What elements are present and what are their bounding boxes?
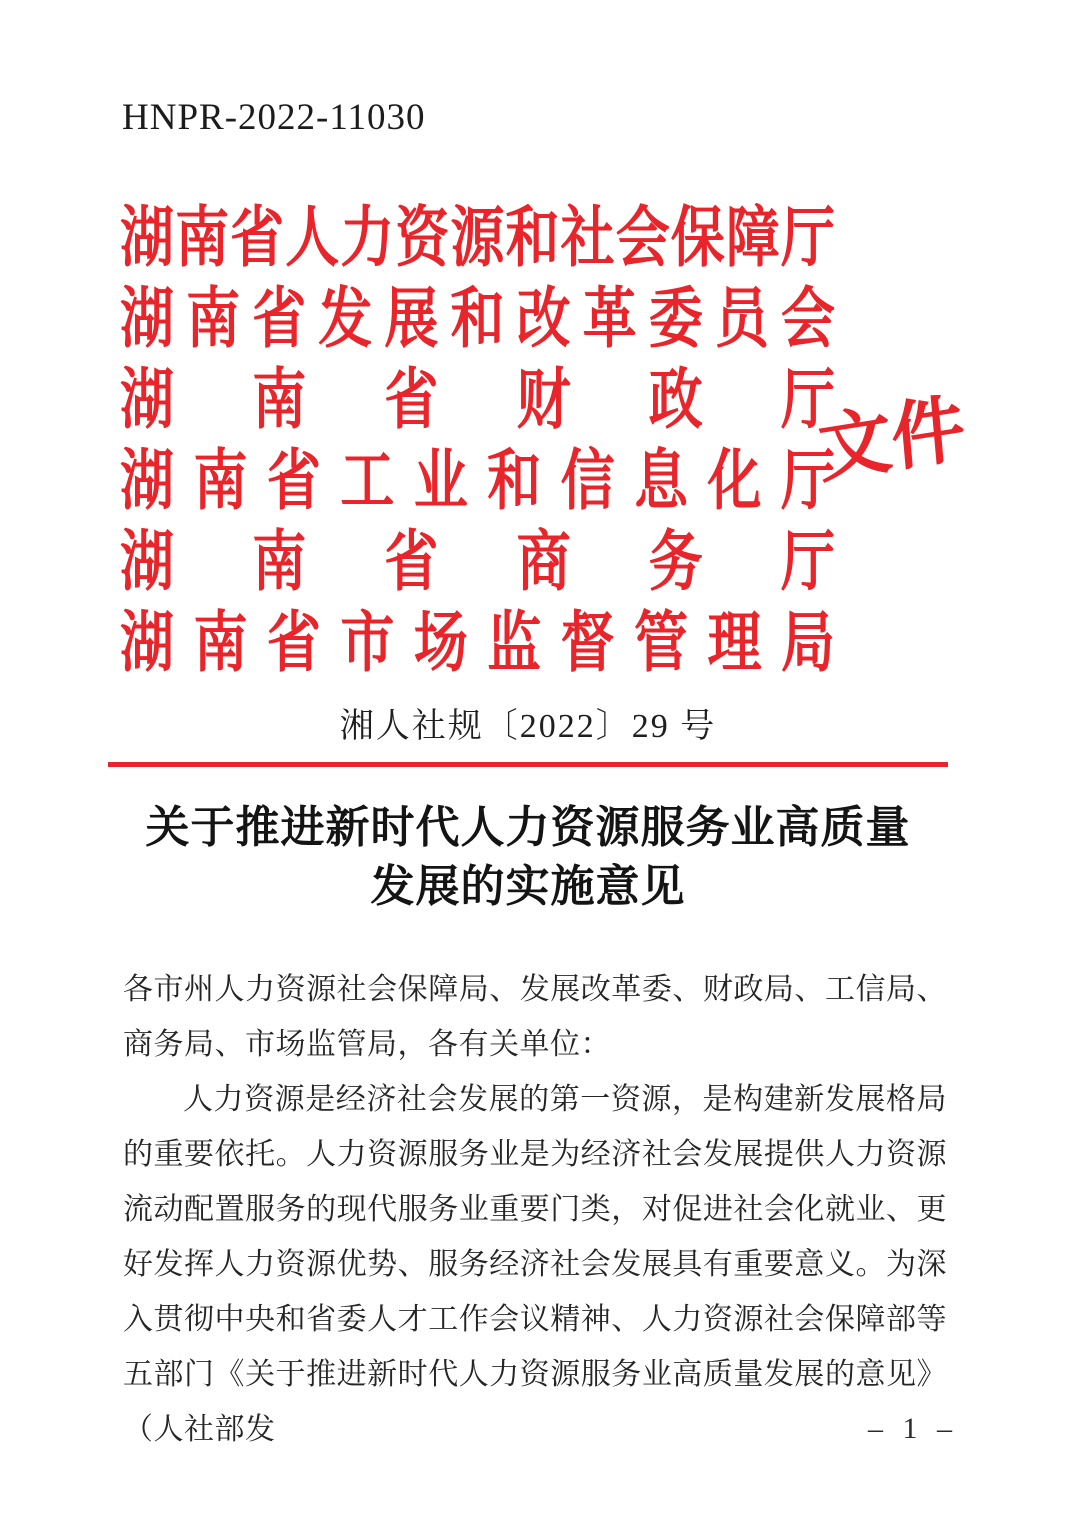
file-label: 文件 (815, 387, 969, 493)
agency-name: 湖 南 省 人 力 资 源 和 社 会 保 障 厅 (120, 201, 835, 275)
doc-number: 湘人社规〔2022〕29 号 (339, 708, 717, 745)
agency-lines (120, 192, 835, 678)
body (123, 962, 947, 1457)
title-line-1: 关于推进新时代人力资源服务业高质量 (145, 803, 911, 852)
page-number: – 1 – (868, 1412, 958, 1445)
salutation: 各市州人力资源社会保障局、发展改革委、财政局、工信局、商务局、市场监管局，各有关单位： (123, 973, 947, 1061)
agency-name: 湖 南 省 工 业 和 信 息 化 厅 (120, 444, 835, 518)
paragraph: 人力资源是经济社会发展的第一资源，是构建新发展格局的重要依托。人力资源服务业是为经济社会发展提供人力资源流动配置服务的现代服务业重要门类，对促进社会化就业、更好发挥人力资源优势、服务经济社会发展具有重要意义。为深入贯彻中央和省委人才工作会议精神、人力资源社会保障部等五部门《关于推进新时代人力资源服务业高质量发展的意见》（人社部发 (123, 1083, 947, 1446)
doc-ref: HNPR-2022-11030 (122, 97, 426, 138)
title-line-2: 发展的实施意见 (370, 862, 686, 911)
document-title (108, 798, 948, 916)
agency-name: 湖 南 省 商 务 厅 (120, 525, 835, 599)
agency-name: 湖 南 省 发 展 和 改 革 委 员 会 (120, 282, 835, 356)
letterhead (120, 192, 835, 678)
red-separator-line (108, 762, 948, 767)
agency-name: 湖 南 省 市 场 监 督 管 理 局 (120, 606, 835, 680)
agency-name: 湖 南 省 财 政 厅 (120, 363, 835, 437)
